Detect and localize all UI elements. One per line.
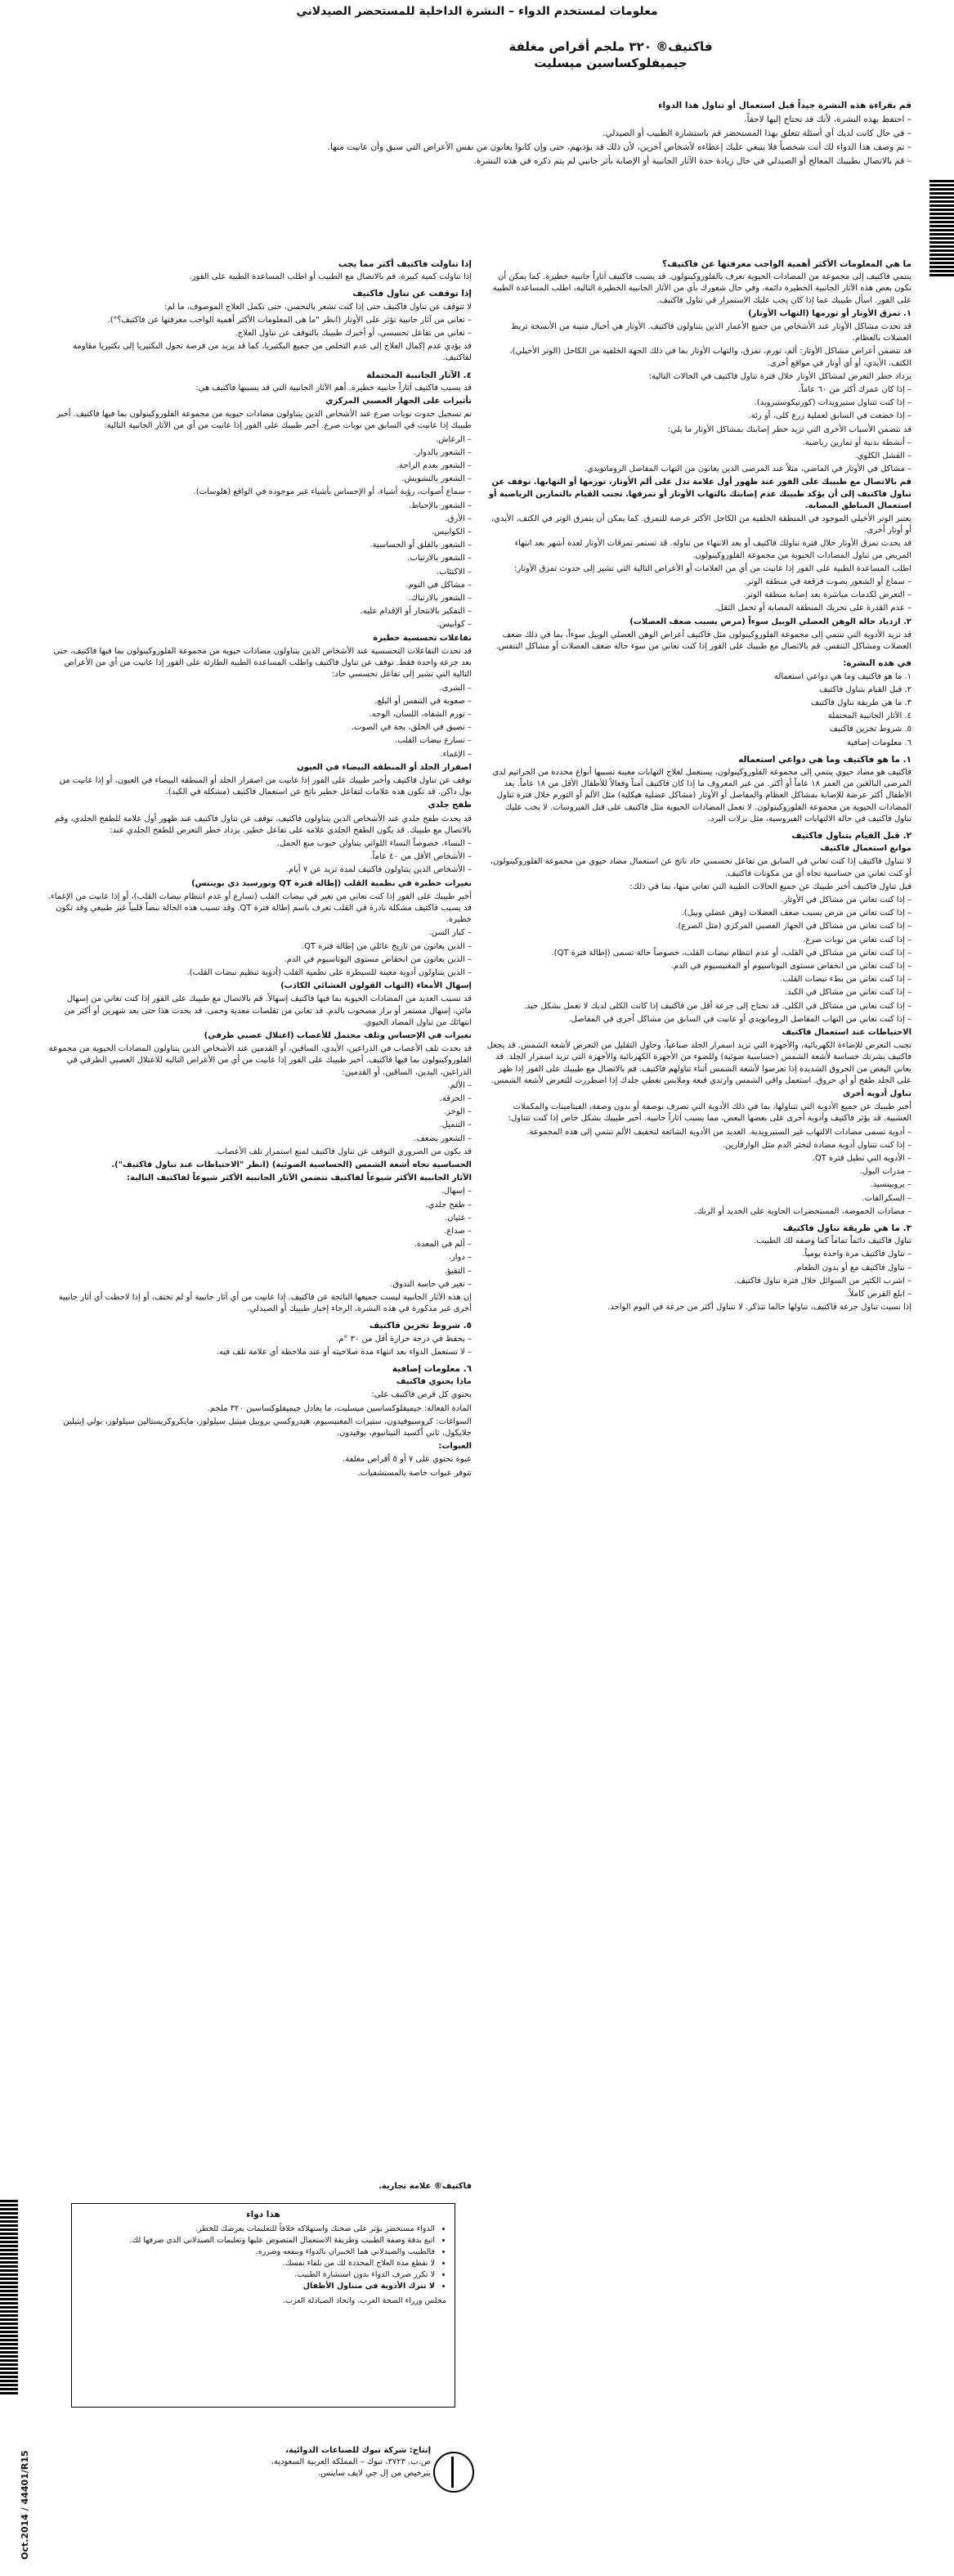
list-item: – الحرقة. <box>439 1094 472 1103</box>
subheading: تناول أدوية أخرى <box>842 1089 911 1098</box>
list-item: – تناول فاكتيف مرة واحدة يومياً. <box>802 1250 911 1259</box>
list-item: – طفح جلدي. <box>425 1200 472 1209</box>
subheading: ماذا يحتوي فاكتيف <box>396 1377 472 1387</box>
subheading: تفاعلات تحسسية خطيرة <box>373 633 472 643</box>
maker-line: بترخيص من إل جي لايف ساينس. <box>317 2469 431 2478</box>
list-item: – تناول فاكتيف مع أو بدون الطعام. <box>794 1263 911 1272</box>
list-item: – أنشطة بدنية أو تمارين رياضية. <box>802 438 911 447</box>
list-item: – صداع. <box>444 1227 472 1236</box>
list-item: – الشعور بالقلق أو الحساسية. <box>370 541 472 550</box>
medbox-org: مجلس وزراء الصحة العرب، واتحاد الصيادلة العرب. <box>282 2296 446 2305</box>
product-subtitle: جيميفلوكساسين ميسليت <box>534 56 688 70</box>
title-block <box>504 39 717 72</box>
paragraph: توقف عن تناول فاكتيف وأخبر طبيبك على الفور إذا عانيت من اصفرار الجلد أو المنطقة البيضاء في العيون، أو إذا عانيت من بول داكن. قد تكون هذه علامات لتفاعل خطير ناتج عن استعمال فاكتيف (مشكلة في الكبد). <box>59 775 472 797</box>
list-item: – الشعور بالارتياب. <box>407 554 472 563</box>
subheading: إسهال الأمعاء (التهاب القولون الغشائي الكاذب) <box>280 981 472 991</box>
list-item: – مشاكل في النوم. <box>405 580 472 590</box>
section-heading: ١. ما هو فاكتيف وما هي دواعي استعماله <box>738 754 911 765</box>
section-heading: إذا تناولت فاكتيف أكثر مما يجب <box>338 259 472 269</box>
subheading: تغيرات في الإحساس وتلف محتمل للأعصاب (اعتلال عصبي طرفي) <box>204 1030 472 1040</box>
paragraph: لا تتناول فاكتيف إذا كنت تعاني في السابق من تفاعل تحسسي حاد ناتج عن استعمال مضاد حيوي من مجموعة الفلوروكينولون، أو كنت تعاني من حساسية تجاه أي من مكونات فاكتيف. <box>490 857 911 878</box>
paragraph: المادة الفعالة: جيميفلوكساسين ميسليت، ما يعادل جيميفلوكساسين ٣٢٠ ملجم. <box>207 1403 472 1413</box>
list-item: – التنميل. <box>439 1120 472 1130</box>
section-heading: ما هي المعلومات الأكثر أهمية الواجب معرفتها عن فاكتيف؟ <box>662 259 911 269</box>
subheading: الآثار الجانبية الأكثر شيوعاً لفاكتيف تتضمن الآثار الجانبية الأكثر شيوعاً لفاكتيف التالية: <box>127 1174 472 1183</box>
paragraph: تجنب التعرض للإضاءة الكهربائية، والأجهزة التي تزيد اسمرار الجلد صناعياً، وحاول التقليل من التعرض لأشعة الشمس. قد يجعل فاكتيف بشرتك حساسة لأشعة الشمس (حساسية ضوئية) وللضوء من الأجهزة الكهربائية والأجهزة التي تزيد اسمرار الجلد. قد يعاني البعض من الحروق الشديدة إذا تعرضوا لأشعة الشمس أثناء تناولهم فاكتيف. قم بالاتصال مع طبيبك على الفور إذا ظهر على الجلد طفح أو أي حروق. استعمل واقي الشمس وارتدي قبعة وملابس تغطي جلدك إذا اضطررت للتعرض لأشعة الشمس. <box>486 1041 911 1085</box>
paragraph: السواغات: كروسبوفيدون، ستيرات المغنيسيوم، هيدروكسي بروبيل ميثيل سيلولوز، مايكروكريستالين سيلولوز، بولي إيثيلين جلايكول، ثاني أكسيد التيتانيوم، بوفيدون. <box>63 1416 472 1438</box>
paragraph: قم بالاتصال مع طبيبك على الفور عند ظهور أول علامة تدل على ألم الأوتار، تورمها أو التهابها. توقف عن تناول فاكتيف إلى أن يؤكد طبيبك عدم إصابتك بالتهاب الأوتار أو تمزقها. تجنب القيام بالتمارين الرياضية أو استعمال المناطق المصابة. <box>488 478 911 510</box>
manufacturer-logo-icon <box>433 2452 474 2493</box>
intro-line: – احتفظ بهذه النشرة، لأنك قد تحتاج إليها لاحقاً. <box>744 114 911 124</box>
subheading: طفح جلدي <box>428 801 472 810</box>
paragraph: قبل تناول فاكتيف أخبر طبيبك عن جميع الحالات الطبية التي تعاني منها، بما في ذلك: <box>629 882 911 891</box>
medbox-title: هذا دواء <box>246 2210 280 2219</box>
list-item: – أدوية تسمى مضادات الالتهاب غير الستيرويدية. العديد من الأدوية الشائعة لتخفيف الألم تنتمي إلى هذه المجموعة. <box>526 1127 911 1137</box>
paragraph: يزداد خطر التعرض لمشاكل الأوتار خلال فترة تناول فاكتيف في الحالات التالية: <box>648 371 911 381</box>
paragraph: فاكتيف هو مضاد حيوي ينتمي إلى مجموعة الفلوروكينولون، يستعمل لعلاج التهابات معينة تسببها أنواع محددة من الجراثيم لدى المرضى البالغين من العمر ١٨ عاماً أو أكثر. من غير المعروف ما إذا كان فاكتيف آمناً وفعالاً للأطفال الأقل من ١٨ عاماً. يعد الأطفال أكثر عرضة للإصابة بمشاكل العظام والمفاصل أو الأوتار (مشاكل عضلية هيكلية) مثل الألم أو التورم خلال فترة تناول المضادات الحيوية من مجموعة الفلوروكينولون. لا تعمل المضادات الحيوية مثل فاكتيف على قتل الفيروسات. لا يجب عليك تناول فاكتيف في حالة الالتهابات الفيروسية، مثل نزلات البرد. <box>492 767 911 824</box>
list-item: – الأدوية التي تطيل فترة QT. <box>812 1154 911 1164</box>
intro-line: – قم بالاتصال بطبيبك المعالج أو الصيدلي في حال زيادة حدة الآثار الجانبية أو الإصابة بأثر جانبي لم يتم ذكره في هذه النشرة. <box>473 156 911 166</box>
this-is-a-medicament-box <box>71 2203 455 2408</box>
list-item: – التعرض لكدمات مباشرة بعد إصابة منطقة الوتر. <box>743 590 911 600</box>
list-item: – إذا كنت تعاني من مشاكل في القلب، أو عدم انتظام نبضات القلب، خصوصاً حالة تسمى (إطالة فترة QT). <box>551 948 911 958</box>
paragraph: قد تحدث مشاكل الأوتار عند الأشخاص من جميع الأعمار الذين يتناولون فاكتيف. الأوتار هي أحبال متينة من الأنسجة تربط العضلات بالعظام. <box>511 322 911 343</box>
list-item: – السكرالفات. <box>862 1193 911 1203</box>
intro-heading: قم بقراءة هذه النشرة جيداً قبل استعمال أو تناول هذا الدواء <box>658 101 911 110</box>
list-item: – الشعور بالتشويش. <box>401 474 472 484</box>
paragraph: قد يؤدي عدم إكمال العلاج إلى عدم التخلص من جميع البكتيريا، كما قد يزيد من فرصة تحول البكتيريا إلى بكتيريا مقاومة لفاكتيف. <box>73 342 472 363</box>
list-item: – إذا كنت تعاني من مشاكل في الأوتار. <box>781 895 911 904</box>
product-title: فاكتيف® ٣٢٠ ملجم أقراص مغلفة <box>508 39 713 54</box>
section-heading: ٤. الآثار الجانبية المحتملة <box>366 370 472 380</box>
list-item: – مضادات الحموضة، المستحضرات الحاوية على الحديد أو الزنك. <box>694 1206 911 1216</box>
right-column <box>486 254 911 2551</box>
list-item: – دوار. <box>448 1253 472 1263</box>
paragraph: قد تسبب العديد من المضادات الحيوية بما فيها فاكتيف إسهالاً. قم بالاتصال مع طبيبك على الفور إذا كنت تعاني من إسهال مائي، إسهال مستمر أو براز مصحوب بالدم. قد تعاني من تقلصات معدية وحمى. قد يحدث هذا حتى بعد شهرين أو أكثر من انتهائك من تناول المضاد الحيوي. <box>64 994 472 1027</box>
list-item: – الشعور بالإحباط. <box>408 500 472 510</box>
paragraph: قد يحدث تمزق الأوتار خلال فترة تناولك فاكتيف أو بعد الانتهاء من تناوله. قد تستمر تمزقات الأوتار لعدة أشهر بعد انتهاء المريض من تناول المضادات الحيوية من مجموعة الفلوروكينولون. <box>514 539 911 560</box>
section-heading: ٣. ما هي طريقة تناول فاكتيف <box>782 1223 911 1234</box>
manufacturer-info <box>120 2445 431 2480</box>
list-item: – النساء، خصوصاً النساء اللواتي يتناولن حبوب منع الحمل. <box>276 838 472 848</box>
list-item: – إذا كنت تتناول ستيرويدات (كورتيكوستيرويد). <box>754 398 911 408</box>
maker-line: إنتاج: شركة تبوك للصناعات الدوائية، <box>285 2446 431 2455</box>
list-item: – سماع أو الشعور بصوت فرقعة في منطقة الوتر. <box>744 577 911 587</box>
list-item: – الشعور بالدوار. <box>414 447 472 457</box>
paragraph: قد تزيد الأدوية التي تنتمي إلى مجموعة الفلوروكينولون مثل فاكتيف أعراض الوهن العضلي الوبيل سوءاً، بما في ذلك ضعف العضلات ومشاكل التنفس. قم بالاتصال مع طبيبك على الفور إذا كنت تعاني من سوء حالة ضعف العضلات أو مشاكل التنفس. <box>495 630 911 652</box>
list-item: – كوابيس. <box>437 620 472 630</box>
list-item: – الشعور بضعف. <box>414 1133 472 1143</box>
toc-item: ٣. ما هي طريقة تناول فاكتيف <box>810 698 911 707</box>
list-item: – الأشخاص الأقل من ٤٠ عاماً. <box>370 852 472 862</box>
list-item: – تعاني من تفاعل تحسسي، أو أخبرك طبيبك بالتوقف عن تناول العلاج. <box>235 329 472 339</box>
list-item: – مدرات البول. <box>859 1167 911 1177</box>
left-column <box>47 254 472 2175</box>
list-item: – إذا خضعت في السابق لعملية زرع كلى، أو رئة. <box>748 411 911 421</box>
list-item: – الذين يتناولون أدوية معينة للسيطرة على نظمية القلب (أدوية تنظيم نبضات القلب). <box>186 967 472 977</box>
list-item: – الأشخاص الذين يتناولون فاكتيف لمدة تزيد عن ٧ أيام. <box>285 865 472 875</box>
list-item: – صعوبة في التنفس أو البلع. <box>374 696 472 706</box>
list-item: – يحفظ في درجة حرارة أقل من ٣٠ °م. <box>336 1334 472 1344</box>
list-item: – بروبينسيد. <box>870 1180 911 1190</box>
list-item: – الإغماء. <box>440 749 472 759</box>
intro-section <box>86 100 911 169</box>
section-heading: ٥. شروط تخزين فاكتيف <box>369 1321 472 1331</box>
paragraph: قد يحدث تلف الأعصاب في الذراعين، الأيدي، الساقين، أو القدمين عند الأشخاص الذين يتناولون المضادات الحيوية من مجموعة الفلوروكينولون بما فيها فاكتيف. أخبر طبيبك على الفور إذا عانيت من أي من الأعراض التالية للاعتلال العصبي الطرفي في الذراعين، اليدين، الساقين، أو القدمين: <box>48 1044 472 1077</box>
list-item: – الأرق. <box>445 514 472 523</box>
paragraph: لا تتوقف عن تناول فاكتيف حتى إذا كنت تشعر بالتحسن، حتى تكمل العلاج الموصوف، ما لم: <box>163 302 472 312</box>
list-item: – مشاكل في الأوتار في الماضي، مثلاً عند المرضى الذين يعانون من التهاب المفاصل الروماتويدي. <box>584 464 911 474</box>
list-item: – الرعاش. <box>436 434 472 444</box>
list-item: – تغير في حاسة التذوق. <box>390 1279 472 1289</box>
intro-line: – في حال كانت لديك أي أسئلة تتعلق بهذا المستحضر قم باستشارة الطبيب أو الصيدلي. <box>602 128 911 138</box>
paragraph: تناول فاكتيف دائماً تماماً كما وصفه لك الطبيب. <box>754 1236 911 1246</box>
list-item: – اشرب الكثير من السوائل خلال فترة تناول فاكتيف. <box>734 1276 911 1286</box>
medbox-item: • لا تقطع مدة العلاج المحددة لك من تلقاء نفسك. <box>80 2258 435 2269</box>
list-item: – إذا كنت تعاني من نوبات صرع. <box>803 935 911 945</box>
toc-item: ٢. قبل القيام بتناول فاكتيف <box>819 684 911 694</box>
medbox-item: • لا تكرر صرف الدواء بدون استشارة الطبيب. <box>80 2269 435 2281</box>
list-item: – تسارع نبضات القلب. <box>394 736 472 746</box>
page-header: معلومات لمستخدم الدواء – النشرة الداخلية للمستحضر الصيدلاني <box>296 5 658 18</box>
list-item: – الذين يعانون من تاريخ عائلي من إطالة فترة QT. <box>301 941 472 951</box>
list-item: – الشعور بعدم الراحة. <box>396 461 472 471</box>
subheading: الاحتياطات عند استعمال فاكتيف <box>782 1027 911 1037</box>
list-item: – الفشل الكلوي. <box>854 451 911 461</box>
subheading: تأثيرات على الجهاز العصبي المركزي <box>325 397 472 406</box>
medbox-footer: • لا تترك الأدوية في متناول الأطفال <box>80 2281 435 2292</box>
paragraph: أخبر طبيبك على الفور إذا كنت تعاني من تغير في نبضات القلب (تسارع أو عدم انتظام نبضات القلب)، أو إذا عانيت من الإغماء. قد يسبب فاكتيف مشكلة نادرة في القلب تعرف باسم إطالة فترة QT. وقد تسبب هذه الحالة نبضاً قلبياً غير طبيعي وقد تكون خطيرة. <box>47 891 472 925</box>
list-item: – إذا كنت تعاني من مشاكل في الكلى. قد تحتاج إلى جرعة أقل من فاكتيف إذا كانت الكلى لديك لا تعمل بشكل جيد. <box>523 1001 911 1011</box>
subheading: تغيرات خطيرة في نظمية القلب (إطالة فترة QT وتورسيد دي بوينتس) <box>191 878 472 888</box>
medbox-item: • فالطبيب والصيدلاني هما الخبيران بالدواء وبنفعه وضرره. <box>80 2246 435 2258</box>
list-item: – الشرى. <box>439 683 472 693</box>
paragraph: إذا تناولت كمية كبيرة، قم بالاتصال مع الطبيب أو اطلب المساعدة الطبية على الفور. <box>189 272 472 282</box>
barcode-marker <box>0 2200 18 2396</box>
paragraph: قد تحدث التفاعلات التحسسية عند الأشخاص الذين يتناولون مضادات حيوية من مجموعة الفلوروكينولون بما فيها فاكتيف، حتى بعد جرعة واحدة فقط. توقف عن تناول فاكتيف واطلب المساعدة الطبية الطارئة على الفور إذا عانيت من أي من الأعراض التالية التي تشير إلى تفاعل تحسسي حاد: <box>53 646 472 680</box>
list-item: – إسهال. <box>441 1187 472 1196</box>
section-heading: ٢. قبل القيام بتناول فاكتيف <box>791 830 911 841</box>
paragraph: يعتبر الوتر الأخيلي الموجود في المنطقة الخلفية من الكاحل الأكثر عرضة للتمزق. كما يمكن أن يتمزق الوتر في الكتف، الأيدي، أو أوتار أخرى. <box>490 514 911 536</box>
paragraph: يحتوي كل قرص فاكتيف على: <box>371 1390 472 1400</box>
list-item: – إذا كنت تعاني من مرض يسبب ضعف العضلات (وهن عضلي وبيل). <box>681 909 911 918</box>
list-item: – تورم الشفاه، اللسان، الوجه. <box>369 709 472 719</box>
list-item: – إذا كان عمرك أكثر من ٦٠ عاماً. <box>798 385 911 395</box>
toc-item: ٥. شروط تخزين فاكتيف <box>829 725 911 734</box>
section-heading: في هذه النشرة: <box>843 658 911 669</box>
paragraph: تم تسجيل حدوث نوبات صرع عند الأشخاص الذين يتناولون مضادات حيوية من مجموعة الفلوروكينولون بما فيها فاكتيف. أخبر طبيبك إذا عانيت في السابق من نوبات صرع. أخبر طبيبك على الفور إذا عانيت من أي من الآثار الجانبية التالية: <box>56 410 472 431</box>
paragraph: اطلب المساعدة الطبية على الفور إذا عانيت من أي من العلامات أو الأعراض التالية التي تشير إلى حدوث تمزق الأوتار: <box>513 563 911 573</box>
section-heading: ٦. معلومات إضافية <box>392 1364 472 1375</box>
section-heading: إذا توقفت عن تناول فاكتيف <box>352 289 472 299</box>
subheading: العبوات: <box>438 1442 472 1452</box>
intro-line: – تم وصف هذا الدواء لك أنت شخصياً فلا ينبغي عليك إعطاءه لأشخاص آخرين، لأن ذلك قد يؤذيهم، حتى وإن كانوا يعانون من نفس الأعراض التي سبق وأن عانيت منها. <box>327 142 911 152</box>
paragraph: قد تتضمن الأسباب الأخرى التي تزيد خطر إصابتك بمشاكل الأوتار ما يلي: <box>667 424 911 434</box>
paragraph: قد يكون من الضروري التوقف عن تناول فاكتيف لمنع استمرار تلف الأعصاب. <box>214 1147 472 1156</box>
list-item: – كبار السن. <box>428 928 472 938</box>
list-item: – لا تستعمل الدواء بعد انتهاء مدة صلاحيته أو عند ملاحظة أي علامة تلف فيه. <box>216 1347 472 1357</box>
list-item: – إذا كنت تتناول أدوية مضادة لتخثر الدم مثل الوارفارين. <box>722 1140 911 1150</box>
maker-line: ص.ب. ٣٧٢٣، تبوك – المملكة العربية السعودية، <box>271 2457 431 2466</box>
list-item: – إذا كنت تعاني من مشاكل في الكبد. <box>784 988 911 998</box>
medbox-list <box>80 2224 446 2292</box>
list-item: – التفكير بالانتحار أو الإقدام عليه. <box>360 607 472 617</box>
paragraph: إن هذه الآثار الجانبية ليست جميعها الناتجة عن فاكتيف. إذا عانيت من أي آثار جانبية أو لم تختف، أو إذا لاحظت أي آثار جانبية أخرى غير مذكورة في هذه النشرة، الرجاء إخبار طبيبك أو الصيدلي. <box>58 1293 472 1314</box>
subheading: ١. تمزق الأوتار أو تورمها (التهاب الأوتار) <box>748 308 911 318</box>
paragraph: عبوة تحتوي على ٧ أو ٥ أقراص مغلفة. <box>343 1455 472 1465</box>
list-item: – إذا كنت تعاني من مشاكل في الجهاز العصبي المركزي (مثل الصرع). <box>675 922 911 931</box>
list-item: – ابلع القرص كاملاً. <box>846 1290 911 1299</box>
toc-item: ٦. معلومات إضافية <box>847 738 911 747</box>
subheading: موانع استعمال فاكتيف <box>820 844 911 854</box>
paragraph: قد يسبب فاكتيف آثاراً جانبية خطيرة. أهم الآثار الجانبية التي قد يسببها فاكتيف هي: <box>195 383 472 393</box>
list-item: – غثيان. <box>444 1213 472 1223</box>
list-item: – إذا كنت تعاني من التهاب المفاصل الروماتويدي أو عانيت في السابق من مشاكل أخرى في المفاصل. <box>568 1014 911 1024</box>
list-item: – التقيؤ. <box>444 1266 472 1276</box>
toc-item: ١. ما هو فاكتيف وما هي دواعي استعماله <box>773 671 911 681</box>
paragraph: أخبر طبيبك عن جميع الأدوية التي تتناولها، بما في ذلك الأدوية التي تصرف بوصفة أو بدون وصفة، الفيتامينات والمكملات العشبية. قد يؤثر فاكتيف وأدوية أخرى على بعضها البعض، مما يسبب آثاراً جانبية. أخبر طبيبك بشكل خاص إذا كنت تتناول: <box>508 1102 911 1124</box>
toc-item: ٤. الآثار الجانبية المحتملة <box>827 711 911 721</box>
list-item: – تعاني من آثار جانبية تؤثر على الأوتار (انظر "ما هي المعلومات الأكثر أهمية الواجب معرفتها عن فاكتيف؟"). <box>107 315 472 325</box>
paragraph: ينتمي فاكتيف إلى مجموعة من المضادات الحيوية تعرف بالفلوروكينولون. قد يسبب فاكتيف آثاراً جانبية خطيرة. كما يمكن أن تكون بعض هذه الآثار الجانبية الخطيرة دائمة، وفي حال شعورك بأي من الآثار الجانبية الخطيرة التالية، اطلب المساعدة الطبية على الفور. اسأل طبيبك عما إذا كان يجب عليك الاستمرار في تناول فاكتيف. <box>492 272 911 305</box>
subheading: الحساسية تجاه أشعة الشمس (الحساسية الضوئية) (انظر "الاحتياطات عند تناول فاكتيف"). <box>111 1160 472 1170</box>
list-item: – الوخز. <box>443 1107 472 1117</box>
list-item: – الاكتئاب. <box>436 567 472 577</box>
trademark-note: فاكتيف® علامة تجارية. <box>378 2182 472 2191</box>
subheading: اصفرار الجلد أو المنطقة البيضاء في العيون <box>297 762 472 772</box>
list-item: – الشعور بالارتباك. <box>408 594 472 604</box>
paragraph: تتوفر عبوات خاصة بالمستشفيات. <box>357 1468 472 1478</box>
medbox-item: • اتبع بدقة وصفة الطبيب وطريقة الاستعمال المنصوص عليها وتعليمات الصيدلاني الذي صرفها لك. <box>80 2235 435 2246</box>
paragraph: قد تتضمن أعراض مشاكل الأوتار: ألم، تورم، تمزق، والتهاب الأوتار بما في ذلك الجهة الخلفية من الكاحل (الوتر الأخيلي)، الكتف، الأيدي، أو أي أوتار في مواقع أخرى. <box>509 347 911 368</box>
list-item: – تضيق في الحلق، بحة في الصوت. <box>351 723 472 733</box>
revision-code: Oct.2014 / 44401/R15 <box>20 2450 30 2560</box>
list-item: – ألم في المعدة. <box>414 1240 472 1250</box>
paragraph: إذا نسيت تناول جرعة فاكتيف، تناولها حالما تتذكر. لا تتناول أكثر من جرعة في اليوم الواحد. <box>607 1303 911 1313</box>
list-item: – إذا كنت تعاني من بطء نبضات القلب. <box>780 975 911 985</box>
medbox-item: • الدواء مستحضر يؤثر على صحتك واستهلاكه خلافاً للتعليمات يعرضك للخطر. <box>80 2224 435 2235</box>
subheading: ٢. ازدياد حالة الوهن العضلي الوبيل سوءاً (مرض يسبب ضعف العضلات) <box>629 617 911 626</box>
paragraph: قد يحدث طفح جلدي عند الأشخاص الذين يتناولون فاكتيف. توقف عن تناول فاكتيف عند ظهور أول علامة للطفح الجلدي، وقم بالاتصال مع طبيبك. قد يكون الطفح الجلدي علامة على تفاعل خطير. يزداد خطر التعرض للطفح الجلدي عند: <box>54 814 472 835</box>
edge-marker-bars <box>929 180 954 278</box>
list-item: – سماع أصوات، رؤية أشياء، أو الإحساس بأشياء غير موجودة في الواقع (هلوسات). <box>193 487 472 497</box>
list-item: – إذا كنت تعاني من انخفاض مستوى البوتاسيوم أو المغنيسيوم في الدم. <box>670 961 911 971</box>
list-item: – الكوابيس. <box>431 527 472 537</box>
list-item: – الألم. <box>447 1080 472 1090</box>
list-item: – عدم القدرة على تحريك المنطقة المصابة أو تحمل الثقل. <box>714 604 911 613</box>
list-item: – الذين يعانون من انخفاض مستوى البوتاسيوم في الدم. <box>284 954 472 964</box>
